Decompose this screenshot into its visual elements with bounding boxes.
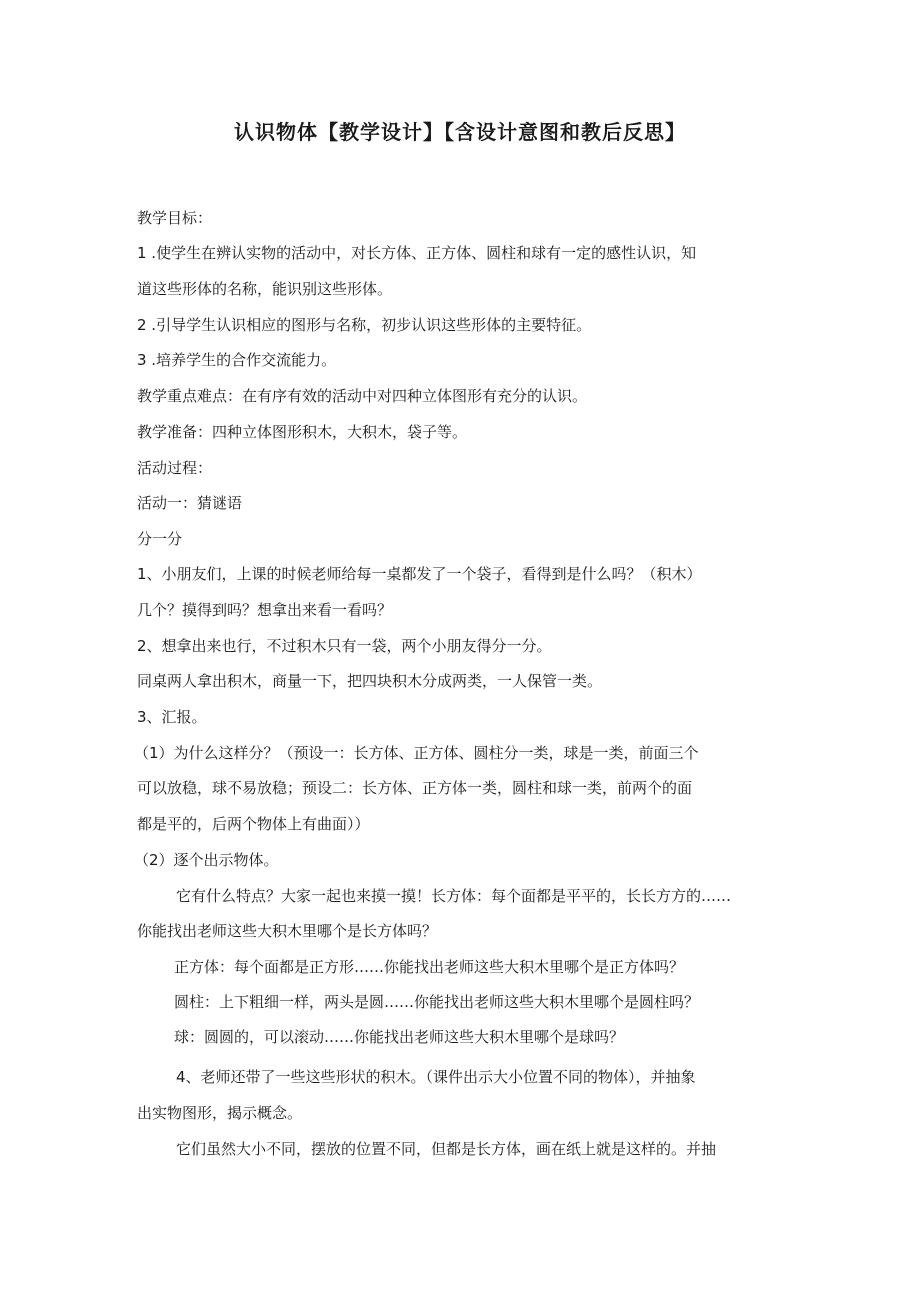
text-line: 3 .培养学生的合作交流能力。 — [137, 351, 337, 369]
text-line: 3、汇报。 — [137, 708, 207, 726]
text-line: 几个？摸得到吗？想拿出来看一看吗？ — [137, 601, 393, 619]
text-line: 你能找出老师这些大积木里哪个是长方体吗？ — [137, 922, 438, 940]
text-line: 球：圆圆的，可以滚动……你能找出老师这些大积木里哪个是球吗？ — [174, 1028, 625, 1046]
text-line: （2）逐个出示物体。 — [134, 851, 279, 869]
text-line: 4、老师还带了一些这些形状的积木。（课件出示大小位置不同的物体），并抽象 — [176, 1068, 696, 1086]
section-heading-goals: 教学目标： — [137, 209, 213, 227]
text-line: 它有什么特点？大家一起也来摸一摸！长方体：每个面都是平平的，长长方方的…… — [176, 887, 732, 905]
text-line: 出实物图形，揭示概念。 — [137, 1104, 303, 1122]
text-line: 1 .使学生在辨认实物的活动中，对长方体、正方体、圆柱和球有一定的感性认识，知 — [137, 244, 697, 262]
text-line: 道这些形体的名称，能识别这些形体。 — [137, 280, 393, 298]
text-line: 圆柱：上下粗细一样，两头是圆……你能找出老师这些大积木里哪个是圆柱吗？ — [174, 993, 700, 1011]
text-line: 1、小朋友们，上课的时候老师给每一桌都发了一个袋子，看得到是什么吗？（积木） — [137, 565, 702, 583]
text-line: 都是平的，后两个物体上有曲面）） — [137, 815, 370, 833]
text-line: 2、想拿出来也行，不过积木只有一袋，两个小朋友得分一分。 — [137, 637, 552, 655]
text-line: 正方体：每个面都是正方形……你能找出老师这些大积木里哪个是正方体吗？ — [174, 958, 685, 976]
text-line: 它们虽然大小不同，摆放的位置不同，但都是长方体，画在纸上就是这样的。并抽 — [176, 1140, 717, 1158]
text-line: 分一分 — [137, 530, 183, 548]
text-line: 教学重点难点：在有序有效的活动中对四种立体图形有充分的认识。 — [137, 387, 588, 405]
document-title: 认识物体【教学设计】【含设计意图和教后反思】 — [234, 120, 686, 144]
text-line: 活动一：猜谜语 — [137, 494, 243, 512]
text-line: 同桌两人拿出积木，商量一下，把四块积木分成两类，一人保管一类。 — [137, 672, 603, 690]
text-line: （1）为什么这样分？（预设一：长方体、正方体、圆柱分一类，球是一类，前面三个 — [134, 744, 699, 762]
text-line: 教学准备：四种立体图形积木，大积木，袋子等。 — [137, 423, 468, 441]
text-line: 2 .引导学生认识相应的图形与名称，初步认识这些形体的主要特征。 — [137, 316, 592, 334]
text-line: 可以放稳，球不易放稳；预设二：长方体、正方体一类，圆柱和球一类，前两个的面 — [137, 779, 693, 797]
section-heading-process: 活动过程： — [137, 459, 213, 477]
